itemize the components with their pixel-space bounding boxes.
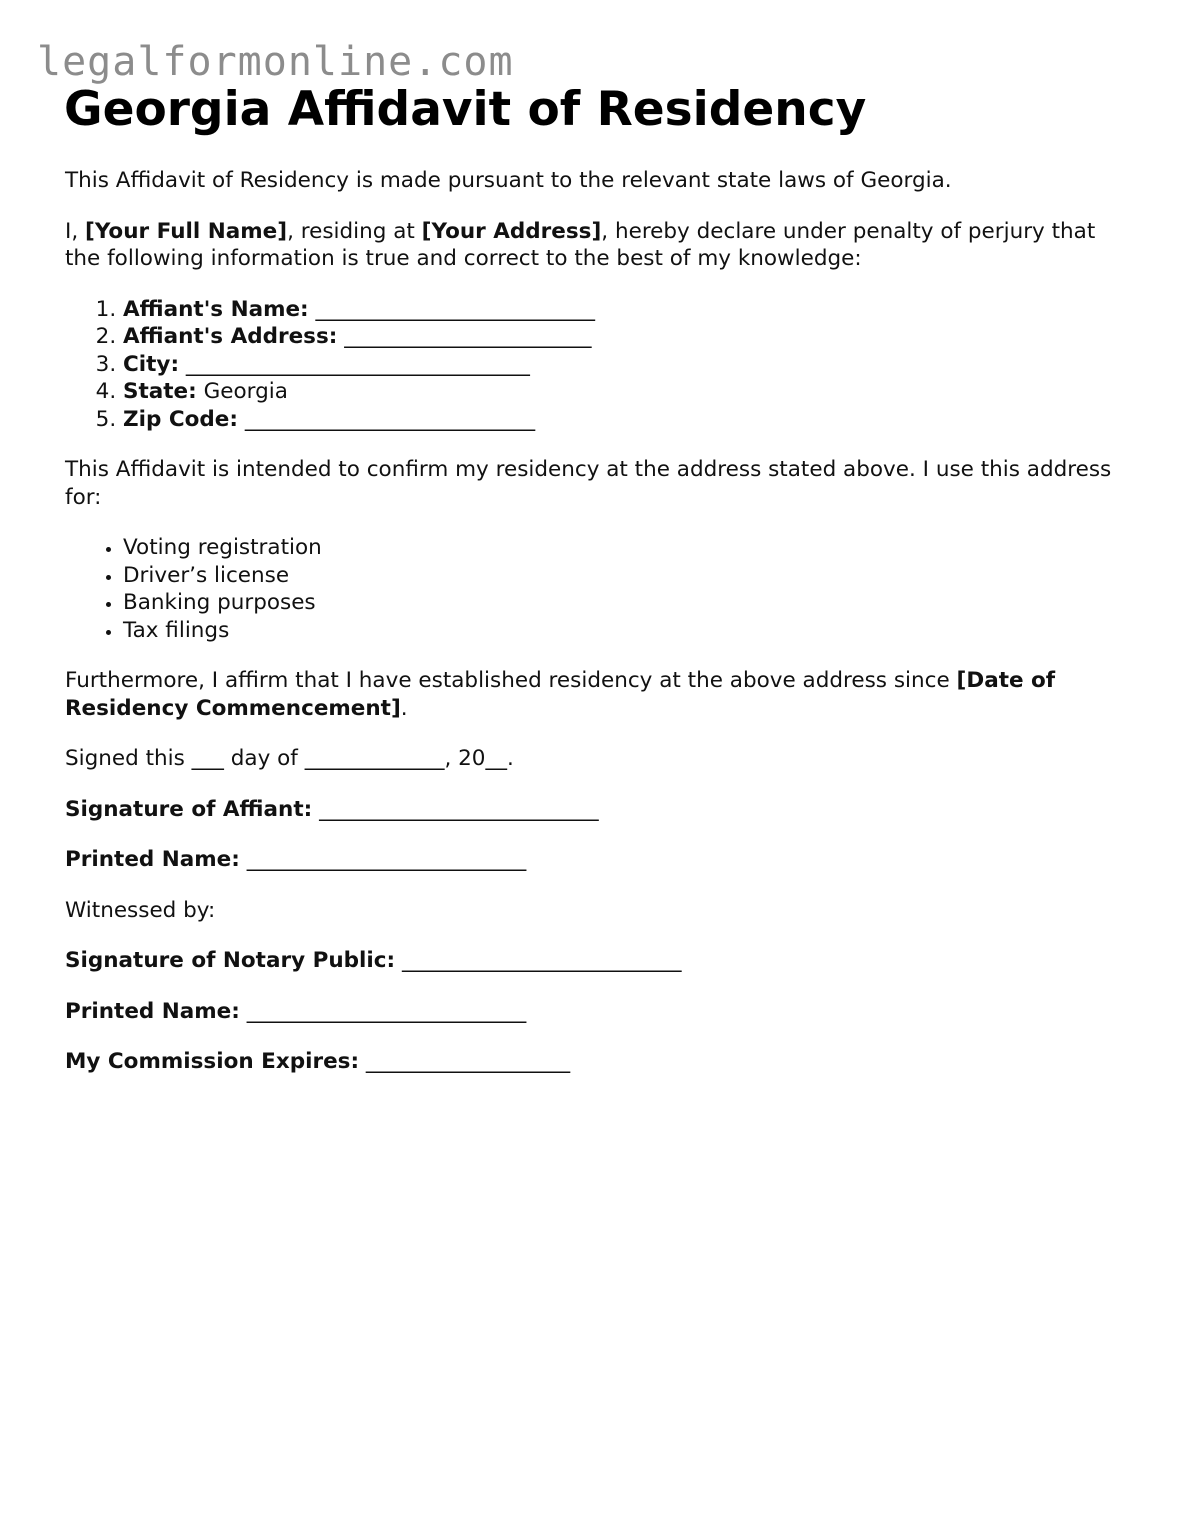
field-value: Georgia — [203, 379, 288, 404]
notary-printed-name-line — [65, 998, 1125, 1026]
signature-label: Signature of Affiant: — [65, 796, 313, 822]
printed-name-blank: __________________________ — [246, 998, 527, 1024]
list-item: • Driver’s license — [123, 562, 1125, 590]
commission-expires-label: My Commission Expires: — [65, 1049, 360, 1074]
purposes-list — [65, 534, 1125, 644]
field-value: __________________________ — [315, 296, 596, 322]
affirmation-text: Furthermore, I affirm that I have established residency at the above address since — [65, 668, 957, 693]
field-label: Affiant's Address: — [123, 324, 338, 349]
declaration-paragraph — [65, 218, 1125, 273]
field-label: City: — [123, 351, 180, 377]
field-value: ________________________________ — [185, 351, 530, 377]
field-affiant-address — [123, 323, 1125, 351]
declaration-suffix: , hereby declare under penalty of perjury that the following information is true and correct to the best of my knowledge: — [65, 218, 1096, 271]
intro-paragraph: This Affidavit of Residency is made pursuant to the relevant state laws of Georgia. — [65, 168, 952, 193]
field-zip-code — [123, 406, 1125, 434]
witnessed-by-label: Witnessed by: — [65, 897, 216, 923]
field-label: State: — [123, 379, 197, 404]
declaration-prefix: I, — [65, 218, 86, 244]
list-item: • Voting registration — [123, 534, 1125, 562]
document-body — [65, 167, 1125, 1099]
signature-blank: __________________________ — [319, 796, 599, 822]
notary-signature-blank: __________________________ — [401, 948, 682, 973]
field-label: Zip Code: — [123, 406, 238, 432]
list-item: • Banking purposes — [123, 589, 1125, 617]
printed-name-blank: __________________________ — [246, 847, 527, 872]
field-city — [123, 351, 1125, 379]
commission-expires-line — [65, 1048, 1125, 1076]
document-title: Georgia Affidavit of Residency — [64, 82, 867, 137]
watermark-logo: legalformonline.com — [37, 39, 514, 85]
field-label: Affiant's Name: — [123, 296, 309, 322]
affirmation-end: . — [400, 695, 408, 721]
field-affiant-name — [123, 296, 1125, 324]
printed-name-label: Printed Name: — [65, 998, 240, 1024]
affiant-fields-list — [65, 296, 1125, 434]
address-placeholder: [Your Address] — [421, 218, 602, 244]
notary-signature-label: Signature of Notary Public: — [65, 948, 396, 973]
field-value: ___________________________ — [244, 406, 536, 432]
field-state — [123, 378, 1125, 406]
list-item: • Tax filings — [123, 617, 1125, 645]
commission-expires-blank: ___________________ — [365, 1049, 571, 1074]
signed-date-line: Signed this ___ day of _____________, 20__. — [65, 746, 514, 771]
purpose-intro-paragraph: This Affidavit is intended to confirm my residency at the address stated above. I use this address for: — [65, 457, 1112, 510]
affiant-printed-name-line — [65, 846, 1125, 874]
residency-date-placeholder: [Date of Residency Commencement] — [65, 668, 1056, 721]
declaration-middle: , residing at — [287, 218, 422, 244]
field-value: _______________________ — [344, 324, 592, 349]
full-name-placeholder: [Your Full Name] — [85, 218, 288, 244]
printed-name-label: Printed Name: — [65, 847, 240, 872]
notary-signature-line — [65, 947, 1125, 975]
affiant-signature-line — [65, 796, 1125, 824]
affirmation-paragraph — [65, 667, 1125, 722]
